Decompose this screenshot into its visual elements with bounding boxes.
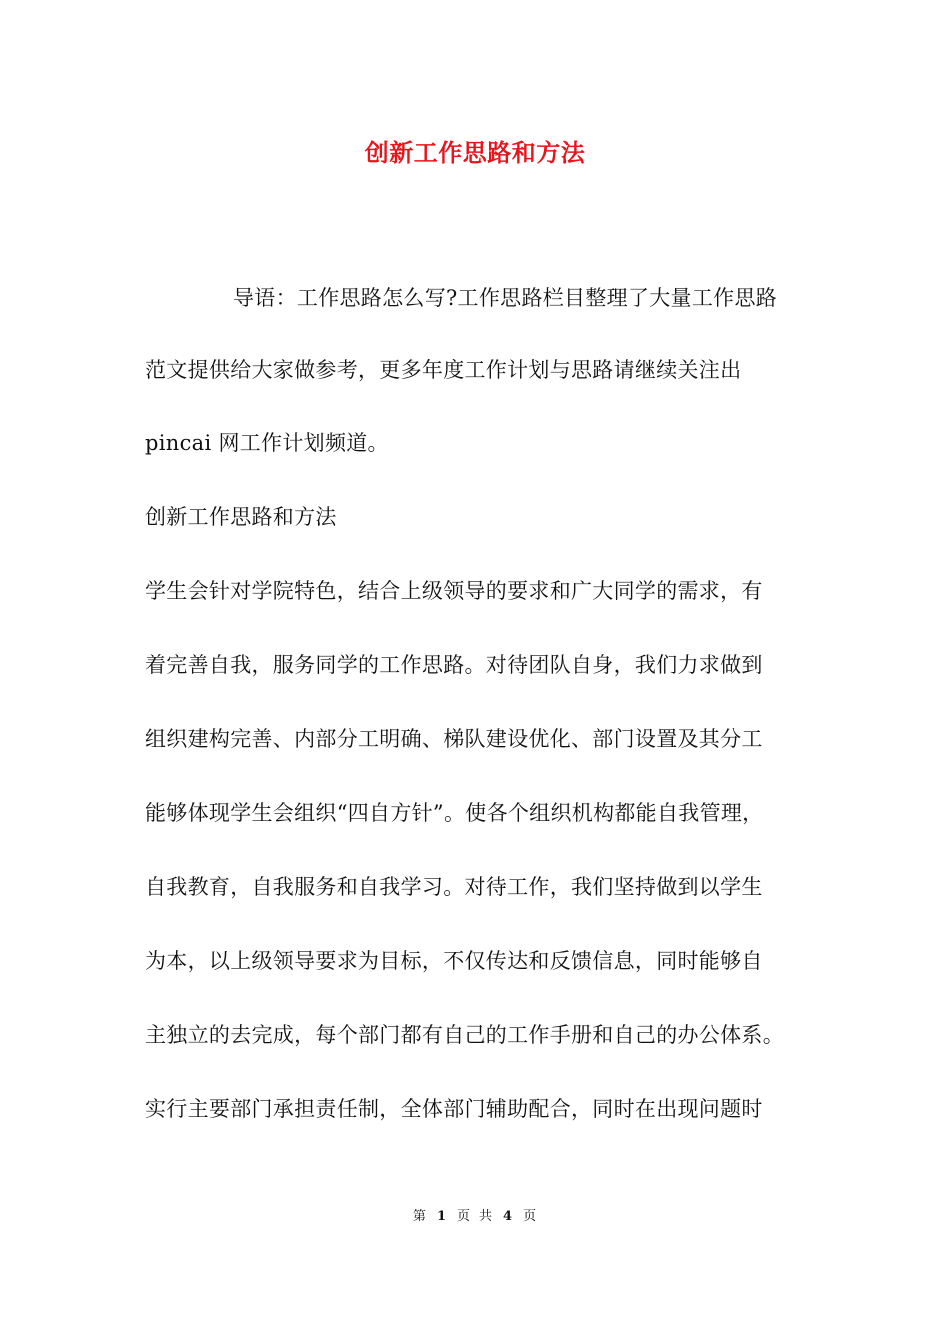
paragraph-line: 学生会针对学院特色，结合上级领导的要求和广大同学的需求，有 — [145, 579, 763, 603]
section-heading: 创新工作思路和方法 — [145, 505, 337, 529]
paragraph-line: 主独立的去完成，每个部门都有自己的工作手册和自己的办公体系。 — [145, 1023, 784, 1047]
paragraph-line: pincai 网工作计划频道。 — [145, 431, 389, 455]
page-footer — [0, 1207, 950, 1227]
paragraph-line: 能够体现学生会组织“四自方针”。使各个组织机构都能自我管理， — [145, 801, 764, 825]
current-page-number: 1 — [436, 1209, 447, 1224]
footer-gong: 共 — [479, 1209, 494, 1224]
document-title: 创新工作思路和方法 — [364, 138, 586, 167]
paragraph-line: 着完善自我，服务同学的工作思路。对待团队自身，我们力求做到 — [145, 653, 763, 677]
footer-di: 第 — [412, 1209, 427, 1224]
footer-ye-total: 页 — [523, 1209, 538, 1224]
total-pages-number: 4 — [503, 1209, 514, 1224]
paragraph-line: 实行主要部门承担责任制，全体部门辅助配合，同时在出现问题时 — [145, 1097, 763, 1121]
paragraph-line: 导语：工作思路怎么写?工作思路栏目整理了大量工作思路 — [233, 286, 778, 310]
paragraph-line: 自我教育，自我服务和自我学习。对待工作，我们坚持做到以学生 — [145, 875, 763, 899]
paragraph-line: 范文提供给大家做参考，更多年度工作计划与思路请继续关注出 — [145, 358, 742, 382]
paragraph-line: 为本，以上级领导要求为目标，不仅传达和反馈信息，同时能够自 — [145, 949, 763, 973]
paragraph-line: 组织建构完善、内部分工明确、梯队建设优化、部门设置及其分工 — [145, 727, 763, 751]
footer-ye: 页 — [456, 1209, 471, 1224]
